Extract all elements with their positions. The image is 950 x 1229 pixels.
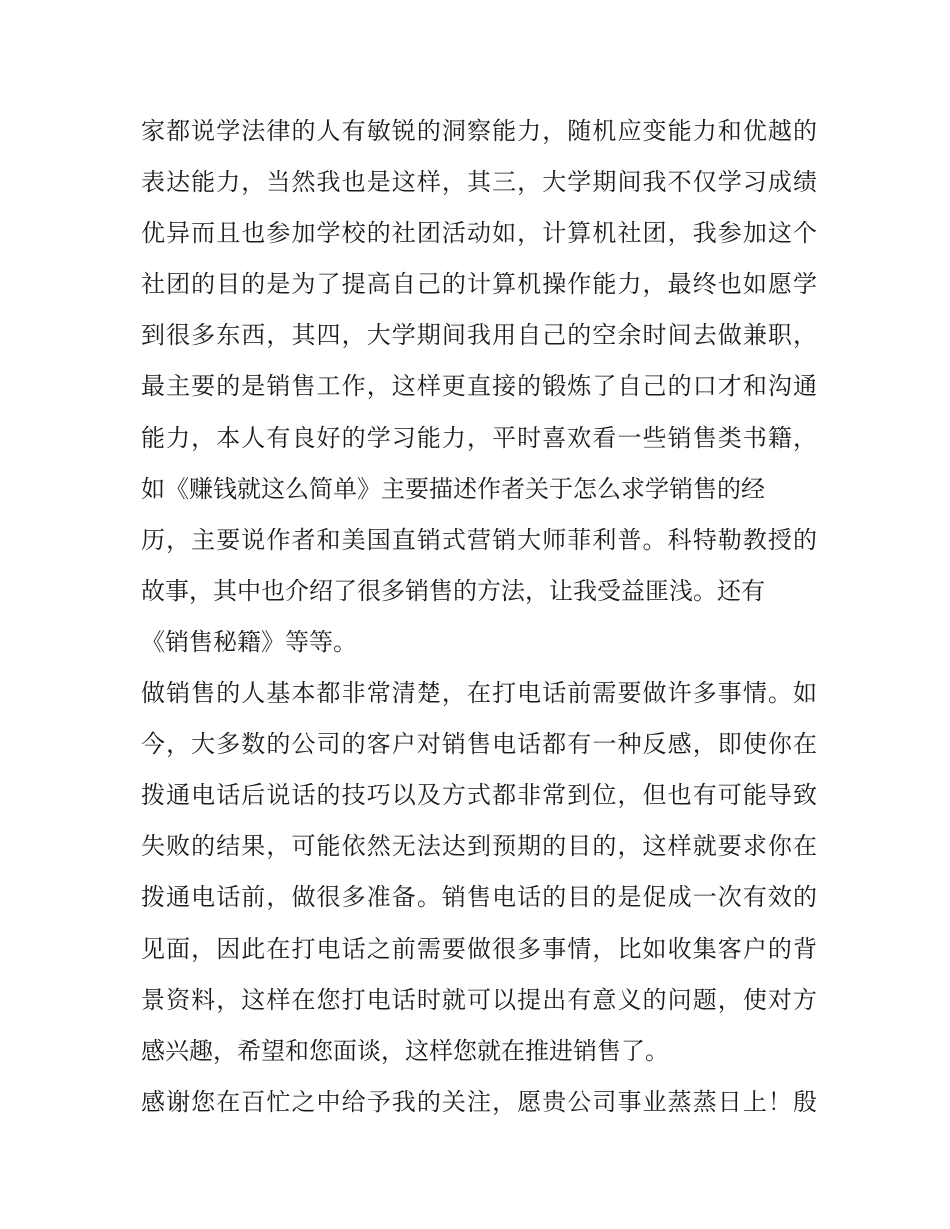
text-line: 今，大多数的公司的客户对销售电话都有一种反感，即使你在	[141, 730, 817, 759]
text-line: 见面，因此在打电话之前需要做很多事情，比如收集客户的背	[141, 934, 817, 963]
text-line: 感兴趣，希望和您面谈，这样您就在推进销售了。	[141, 1036, 669, 1065]
text-line: 失败的结果，可能依然无法达到预期的目的，这样就要求你在	[141, 832, 817, 861]
text-line: 表达能力，当然我也是这样，其三，大学期间我不仅学习成绩	[141, 168, 817, 197]
text-line: 到很多东西，其四，大学期间我用自己的空余时间去做兼职，	[141, 321, 817, 350]
text-line: 优异而且也参加学校的社团活动如，计算机社团，我参加这个	[141, 219, 817, 248]
text-line: 故事，其中也介绍了很多销售的方法，让我受益匪浅。还有	[141, 576, 765, 605]
text-line: 最主要的是销售工作，这样更直接的锻炼了自己的口才和沟通	[141, 372, 817, 401]
text-line: 感谢您在百忙之中给予我的关注，愿贵公司事业蒸蒸日上！殷	[141, 1087, 817, 1116]
text-line: 家都说学法律的人有敏锐的洞察能力，随机应变能力和优越的	[141, 117, 817, 145]
text-line: 能力，本人有良好的学习能力，平时喜欢看一些销售类书籍，	[141, 423, 817, 452]
text-line: 景资料，这样在您打电话时就可以提出有意义的问题，使对方	[141, 985, 817, 1014]
text-line: 历，主要说作者和美国直销式营销大师菲利普。科特勒教授的	[141, 525, 817, 554]
text-line: 《销售秘籍》等等。	[141, 627, 357, 656]
body-text	[141, 106, 817, 1128]
text-line: 拨通电话前，做很多准备。销售电话的目的是促成一次有效的	[141, 883, 817, 912]
text-line: 社团的目的是为了提高自己的计算机操作能力，最终也如愿学	[141, 270, 817, 299]
text-line: 如《赚钱就这么简单》主要描述作者关于怎么求学销售的经	[141, 474, 765, 503]
text-line: 拨通电话后说话的技巧以及方式都非常到位，但也有可能导致	[141, 781, 817, 810]
text-line: 做销售的人基本都非常清楚，在打电话前需要做许多事情。如	[141, 679, 817, 708]
